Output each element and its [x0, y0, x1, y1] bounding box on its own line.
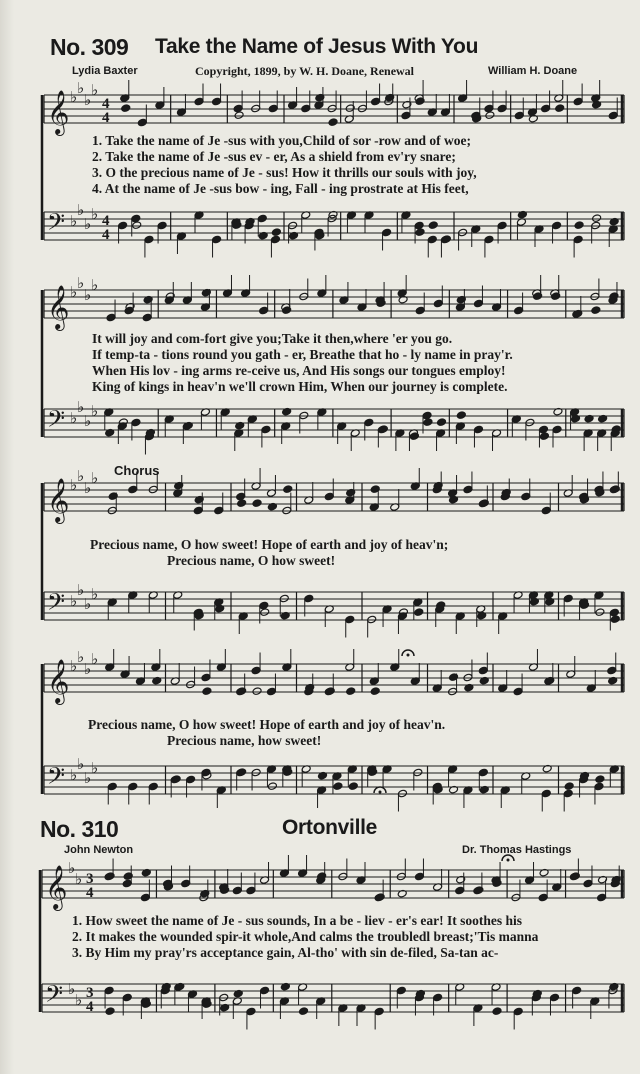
flat-icon: ♭ — [70, 409, 78, 427]
system-1-treble-note — [555, 104, 565, 113]
system-1-treble-note — [485, 111, 495, 120]
system-2-bass-note — [538, 425, 548, 434]
hymn-310-verse-3: 3. By Him my pray'rs acceptance gain, Al-tho' with sin de-filed, Sa-tan ac- — [72, 945, 499, 960]
system-5-bass-note — [572, 986, 582, 995]
verse-1-line-2: It will joy and com-fort give you;Take it then,where 'er you go. — [92, 331, 453, 346]
flat-icon: ♭ — [77, 201, 85, 219]
verse-4-line-1: 4. At the name of Je -sus bow - ing, Fall - ing prostrate at His feet, — [92, 181, 469, 196]
system-4-bass-note — [171, 775, 181, 784]
system-1-bass-note — [414, 221, 424, 230]
system-2-bass-note — [456, 411, 466, 420]
system-5-treble-note — [105, 872, 115, 881]
system-3-bass-note — [609, 608, 619, 617]
system-5-treble-note — [538, 893, 548, 902]
system-5-bass-note — [492, 1007, 502, 1016]
system-1-bass-note — [131, 214, 141, 223]
fermata-dot — [407, 654, 410, 657]
flat-icon: ♭ — [77, 581, 85, 599]
flat-icon: ♭ — [91, 585, 99, 603]
chorus-b-bottom-lyric: Precious name, how sweet! — [167, 733, 322, 748]
flat-icon: ♭ — [70, 476, 78, 494]
system-2-treble-note — [514, 306, 524, 315]
system-5-bass-note — [396, 986, 406, 995]
bass-clef-icon: 𝄢 — [47, 762, 66, 795]
flat-icon: ♭ — [91, 81, 99, 99]
system-1-treble-note — [137, 118, 147, 127]
system-1-treble-note — [573, 97, 583, 106]
system-1-bass-note — [415, 228, 425, 237]
system-4-bass-note — [237, 768, 247, 777]
system-3-bass-note — [259, 601, 269, 610]
flat-icon: ♭ — [77, 648, 85, 666]
hymn-309-author: Lydia Baxter — [72, 65, 138, 77]
verse-2-line-1: 2. Take the name of Je -sus ev - er, As a shield from ev'ry snare; — [92, 149, 456, 164]
system-4-treble-note — [346, 687, 356, 696]
flat-icon: ♭ — [84, 215, 92, 233]
time-signature-top: 3 — [86, 985, 94, 1001]
system-3-treble-note — [521, 492, 531, 501]
system-4-bass-note — [478, 768, 488, 777]
system-2-treble-note — [106, 313, 116, 322]
system-4-treble-note — [201, 673, 211, 682]
system-1-treble-note — [484, 104, 494, 113]
system-2-bass-note — [423, 418, 433, 427]
system-4-bass-note — [564, 782, 574, 791]
system-4-treble-note — [325, 687, 335, 696]
flat-icon: ♭ — [68, 980, 76, 998]
system-1-bass-note — [484, 235, 494, 244]
system-3-bass-note — [595, 608, 605, 617]
flat-icon: ♭ — [77, 398, 85, 416]
system-4-treble-note — [370, 687, 380, 696]
system-1-bass-note — [427, 235, 437, 244]
flat-icon: ♭ — [77, 79, 85, 97]
system-2-bass-note — [261, 425, 271, 434]
system-3-treble-note — [479, 499, 489, 508]
flat-icon: ♭ — [91, 759, 99, 777]
flat-icon: ♭ — [70, 88, 78, 106]
verse-1-line-1: 1. Take the name of Je -sus with you,Child of sor -row and of woe; — [92, 133, 472, 148]
system-5-bass-note — [246, 1007, 256, 1016]
system-5-treble-note — [597, 893, 607, 902]
system-3-treble-note — [237, 499, 247, 508]
system-2-treble-note — [259, 306, 269, 315]
system-1-treble-note — [301, 104, 311, 113]
system-1-bass-note — [573, 235, 583, 244]
system-1-bass-note — [574, 221, 584, 230]
system-4-bass-note — [148, 782, 158, 791]
flat-icon: ♭ — [70, 766, 78, 784]
system-1-treble-note — [194, 97, 204, 106]
system-1-treble-note — [212, 97, 222, 106]
system-5-treble-note — [414, 872, 424, 881]
system-2-bass-note — [552, 425, 562, 434]
system-3-treble-note — [252, 499, 262, 508]
system-5-treble-note — [246, 886, 256, 895]
system-2-treble-note — [415, 306, 425, 315]
system-5-bass-note — [260, 986, 270, 995]
fermata-dot — [507, 859, 510, 862]
system-1-treble-note — [233, 104, 243, 113]
system-1-bass-note — [382, 228, 392, 237]
system-2-treble-note — [433, 299, 443, 308]
fermata-dot — [379, 791, 382, 794]
flat-icon: ♭ — [70, 657, 78, 675]
flat-icon: ♭ — [75, 991, 83, 1009]
system-2-treble-note — [473, 299, 483, 308]
system-1-treble-note — [497, 104, 507, 113]
hymn-309-number: No. 309 — [50, 34, 129, 60]
system-1-treble-note — [268, 104, 278, 113]
hymn-310-author: John Newton — [64, 844, 134, 856]
system-1-bass-note — [157, 221, 167, 230]
system-4-bass-note — [267, 782, 277, 791]
system-2-bass-note — [473, 425, 483, 434]
bass-clef-icon: 𝄢 — [47, 405, 66, 438]
treble-clef-icon: 𝄞 — [47, 478, 70, 522]
hymn-309-title: Take the Name of Jesus With You — [155, 35, 479, 58]
system-1-treble-note — [121, 104, 131, 113]
system-2-treble-note — [533, 292, 543, 301]
hymn-310-verse-1: 1. How sweet the name of Je - sus sounds, In a be - liev - er's ear! It soothes his — [72, 913, 522, 928]
flat-icon: ♭ — [84, 91, 92, 109]
flat-icon: ♭ — [91, 469, 99, 487]
chorus-label: Chorus — [114, 463, 160, 478]
system-1-bass-note — [144, 235, 154, 244]
system-5-bass-note — [105, 1007, 115, 1016]
system-3-bass-note — [610, 615, 620, 624]
system-5-bass-note — [550, 993, 560, 1002]
time-signature-top: 3 — [86, 871, 94, 887]
flat-icon: ♭ — [84, 479, 92, 497]
time-signature-bottom: 4 — [86, 999, 94, 1015]
flat-icon: ♭ — [84, 769, 92, 787]
system-4-bass-note — [541, 789, 551, 798]
system-1-treble-note — [401, 111, 411, 120]
flat-icon: ♭ — [77, 467, 85, 485]
system-5-bass-note — [104, 986, 114, 995]
system-5-treble-note — [122, 879, 132, 888]
system-4-treble-note — [252, 687, 262, 696]
bass-clef-icon: 𝄢 — [47, 588, 66, 621]
treble-clef-icon: 𝄞 — [47, 90, 70, 134]
system-3-treble-note — [610, 485, 620, 494]
time-signature-bottom: 4 — [102, 110, 110, 126]
flat-icon: ♭ — [91, 650, 99, 668]
system-1-treble-note — [234, 111, 244, 120]
flat-icon: ♭ — [70, 592, 78, 610]
system-5-treble-note — [232, 886, 242, 895]
flat-icon: ♭ — [84, 412, 92, 430]
chorus-a-top-lyric: Precious name, O how sweet! Hope of earth and joy of heav'n; — [90, 537, 449, 552]
system-3-treble-note — [214, 506, 224, 515]
system-4-treble-note — [266, 687, 276, 696]
flat-icon: ♭ — [77, 755, 85, 773]
verse-3-line-1: 3. O the precious name of Je - sus! How it thrills our souls with joy, — [92, 165, 477, 180]
system-4-bass-note — [594, 782, 604, 791]
treble-clef-icon: 𝄞 — [47, 285, 70, 329]
system-2-treble-note — [591, 306, 601, 315]
verse-4-line-2: King of kings in heav'n we'll crown Him, When our journey is complete. — [92, 379, 508, 394]
flat-icon: ♭ — [84, 286, 92, 304]
flat-icon: ♭ — [91, 205, 99, 223]
verse-3-line-2: When His lov - ing arms re-ceive us, And His songs our tongues employ! — [92, 363, 506, 378]
system-3-bass-note — [304, 594, 314, 603]
system-1-bass-note — [271, 228, 281, 237]
system-5-treble-note — [181, 879, 191, 888]
system-2-bass-note — [131, 418, 141, 427]
system-3-treble-note — [324, 492, 334, 501]
hymn-310-verse-2: 2. It makes the wounded spir-it whole,And calms the troubledl breast;'Tis manna — [72, 929, 539, 944]
system-3-treble-note — [193, 506, 203, 515]
flat-icon: ♭ — [70, 283, 78, 301]
system-1-treble-note — [514, 111, 524, 120]
system-1-bass-note — [118, 221, 128, 230]
system-5-treble-note — [474, 886, 484, 895]
system-4-bass-note — [333, 782, 343, 791]
system-4-treble-note — [251, 666, 261, 675]
system-5-bass-note — [513, 1007, 523, 1016]
time-signature-bottom: 4 — [86, 885, 94, 901]
chorus-b-top-lyric: Precious name, O how sweet! Hope of earth and joy of heav'n. — [88, 717, 446, 732]
system-2-bass-note — [422, 411, 432, 420]
system-1-bass-note — [257, 214, 267, 223]
hymn-309-composer: William H. Doane — [488, 65, 578, 77]
system-1-bass-note — [212, 235, 222, 244]
system-3-treble-note — [128, 485, 138, 494]
system-4-bass-note — [595, 775, 605, 784]
system-1-bass-note — [428, 221, 438, 230]
system-1-treble-note — [541, 104, 551, 113]
system-2-treble-note — [282, 306, 292, 315]
verse-2-line-2: If temp-ta - tions round you gath - er, Breathe that ho - ly name in pray'r. — [92, 347, 513, 362]
flat-icon: ♭ — [84, 660, 92, 678]
system-3-bass-note — [563, 594, 573, 603]
system-1-bass-note — [497, 221, 507, 230]
treble-clef-icon: 𝄞 — [45, 865, 68, 909]
flat-icon: ♭ — [77, 274, 85, 292]
system-4-bass-note — [563, 789, 573, 798]
treble-clef-icon: 𝄞 — [47, 659, 70, 703]
system-4-bass-note — [128, 782, 138, 791]
system-4-treble-note — [202, 687, 212, 696]
system-1-bass-note — [270, 235, 280, 244]
system-2-bass-note — [409, 432, 419, 441]
system-3-treble-note — [463, 485, 473, 494]
system-5-treble-note — [583, 879, 593, 888]
system-3-bass-note — [345, 615, 355, 624]
hymn-309-copyright: Copyright, 1899, by W. H. Doane, Renewal — [195, 64, 415, 78]
system-5-bass-note — [122, 993, 132, 1002]
hymn-310-number: No. 310 — [40, 816, 119, 842]
system-1-bass-note — [552, 221, 562, 230]
time-signature-bottom: 4 — [102, 227, 110, 243]
chorus-a-bottom-lyric: Precious name, O how sweet! — [167, 553, 336, 568]
hymn-310-composer: Dr. Thomas Hastings — [462, 844, 572, 856]
system-1-bass-note — [441, 235, 451, 244]
system-4-bass-note — [348, 782, 358, 791]
system-2-bass-note — [364, 418, 374, 427]
system-2-bass-note — [539, 432, 549, 441]
bass-clef-icon: 𝄢 — [45, 980, 64, 1013]
flat-icon: ♭ — [75, 870, 83, 888]
flat-icon: ♭ — [68, 859, 76, 877]
hymn-310-title: Ortonville — [282, 816, 378, 839]
bass-clef-icon: 𝄢 — [47, 208, 66, 241]
system-2-treble-note — [142, 313, 152, 322]
system-4-treble-note — [607, 666, 617, 675]
flat-icon: ♭ — [70, 212, 78, 230]
system-3-treble-note — [283, 485, 293, 494]
time-signature-top: 4 — [102, 213, 110, 229]
system-4-treble-note — [513, 687, 523, 696]
system-3-bass-note — [260, 608, 270, 617]
system-1-bass-note — [132, 221, 142, 230]
system-5-bass-note — [433, 993, 443, 1002]
flat-icon: ♭ — [84, 595, 92, 613]
system-5-treble-note — [140, 893, 150, 902]
system-5-treble-note — [570, 872, 580, 881]
system-4-bass-note — [107, 782, 117, 791]
system-2-treble-note — [551, 292, 561, 301]
system-5-bass-note — [374, 1007, 384, 1016]
time-signature-top: 4 — [102, 96, 110, 112]
flat-icon: ♭ — [91, 402, 99, 420]
system-1-treble-note — [608, 111, 618, 120]
system-2-bass-note — [437, 418, 447, 427]
system-5-treble-note — [455, 886, 465, 895]
system-4-treble-note — [237, 687, 247, 696]
system-3-treble-note — [541, 506, 551, 515]
system-4-treble-note — [478, 666, 488, 675]
system-1-treble-note — [328, 118, 338, 127]
flat-icon: ♭ — [91, 276, 99, 294]
system-1-bass-note — [592, 214, 602, 223]
system-5-treble-note — [375, 893, 385, 902]
system-5-bass-note — [299, 1007, 309, 1016]
system-1-treble-note — [415, 97, 425, 106]
system-1-treble-note — [371, 97, 381, 106]
system-3-bass-note — [414, 608, 424, 617]
system-3-treble-note — [236, 492, 246, 501]
system-4-bass-note — [186, 775, 196, 784]
